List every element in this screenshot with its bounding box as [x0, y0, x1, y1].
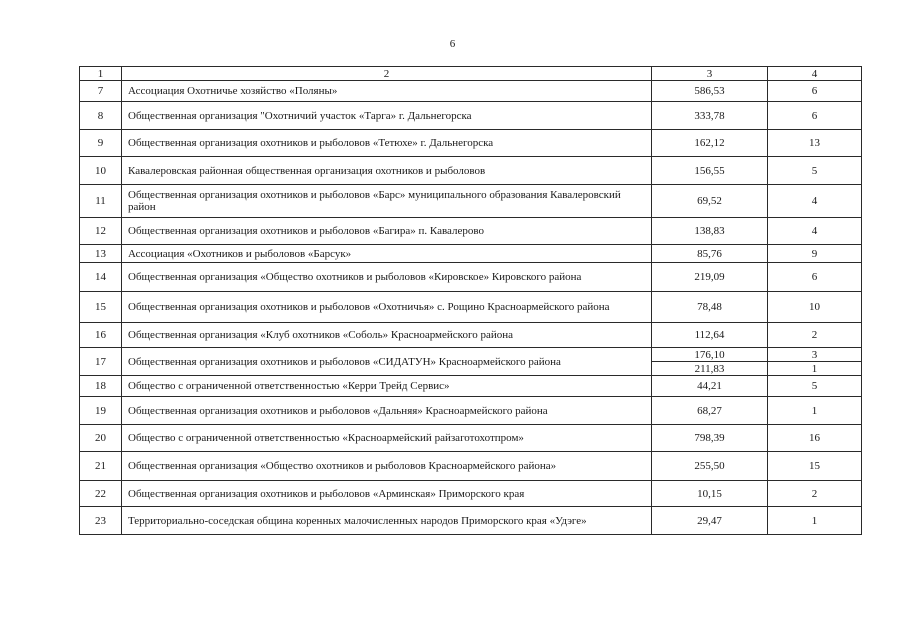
table-row — [80, 185, 862, 218]
count-value-cell: 4 — [768, 218, 862, 245]
count-value-cell: 5 — [768, 376, 862, 397]
area-value-cell: 29,47 — [652, 507, 768, 535]
count-value-cell: 6 — [768, 81, 862, 102]
organization-name-cell: Общественная организация «Общество охотников и рыболовов «Кировское» Кировского района — [122, 263, 652, 292]
table-row — [80, 218, 862, 245]
column-header-3: 3 — [652, 67, 768, 81]
area-value-cell: 69,52 — [652, 185, 768, 218]
row-number-cell: 23 — [80, 507, 122, 535]
area-value-cell: 333,78 — [652, 102, 768, 130]
count-value-cell: 5 — [768, 157, 862, 185]
row-number-cell: 16 — [80, 323, 122, 348]
table-row — [80, 263, 862, 292]
area-value-cell: 176,10 — [652, 348, 768, 362]
table-row — [80, 245, 862, 263]
table-row — [80, 292, 862, 323]
row-number-cell: 20 — [80, 425, 122, 452]
count-value-cell: 1 — [768, 397, 862, 425]
table-row — [80, 323, 862, 348]
area-value-cell: 798,39 — [652, 425, 768, 452]
row-number-cell: 15 — [80, 292, 122, 323]
count-value-cell: 9 — [768, 245, 862, 263]
count-value-cell: 1 — [768, 507, 862, 535]
count-value-cell: 13 — [768, 130, 862, 157]
area-value-cell: 112,64 — [652, 323, 768, 348]
area-value-cell: 10,15 — [652, 481, 768, 507]
organization-name-cell: Общественная организация охотников и рыболовов «Тетюхе» г. Дальнегорска — [122, 130, 652, 157]
row-number-cell: 11 — [80, 185, 122, 218]
area-value-cell: 138,83 — [652, 218, 768, 245]
table-row — [80, 348, 862, 362]
organization-name-cell: Общественная организация «Общество охотников и рыболовов Красноармейского района» — [122, 452, 652, 481]
organization-name-cell: Общественная организация охотников и рыболовов «Охотничья» с. Рощино Красноармейского района — [122, 292, 652, 323]
count-value-cell: 3 — [768, 348, 862, 362]
area-value-cell: 255,50 — [652, 452, 768, 481]
organization-name-cell: Общественная организация "Охотничий участок «Тарга» г. Дальнегорска — [122, 102, 652, 130]
organization-name-cell: Общественная организация «Клуб охотников «Соболь» Красноармейского района — [122, 323, 652, 348]
row-number-cell: 9 — [80, 130, 122, 157]
organization-name-cell: Общественная организация охотников и рыболовов «СИДАТУН» Красноармейского района — [122, 348, 652, 376]
row-number-cell: 10 — [80, 157, 122, 185]
table-row — [80, 481, 862, 507]
count-value-cell: 10 — [768, 292, 862, 323]
count-value-cell: 2 — [768, 323, 862, 348]
table-row — [80, 452, 862, 481]
organization-name-cell: Общественная организация охотников и рыболовов «Барс» муниципального образования Кавалеровский район — [122, 185, 652, 218]
count-value-cell: 15 — [768, 452, 862, 481]
count-value-cell: 4 — [768, 185, 862, 218]
column-header-4: 4 — [768, 67, 862, 81]
organization-name-cell: Общественная организация охотников и рыболовов «Багира» п. Кавалерово — [122, 218, 652, 245]
area-value-cell: 219,09 — [652, 263, 768, 292]
count-value-cell: 6 — [768, 102, 862, 130]
area-value-cell: 162,12 — [652, 130, 768, 157]
row-number-cell: 12 — [80, 218, 122, 245]
table-row — [80, 507, 862, 535]
row-number-cell: 14 — [80, 263, 122, 292]
row-number-cell: 8 — [80, 102, 122, 130]
column-header-2: 2 — [122, 67, 652, 81]
organization-name-cell: Общество с ограниченной ответственностью «Красноармейский райзаготохотпром» — [122, 425, 652, 452]
row-number-cell: 19 — [80, 397, 122, 425]
hunting-grounds-table — [79, 66, 862, 535]
row-number-cell: 18 — [80, 376, 122, 397]
table-row — [80, 425, 862, 452]
row-number-cell: 13 — [80, 245, 122, 263]
row-number-cell: 17 — [80, 348, 122, 376]
table-row — [80, 81, 862, 102]
count-value-cell: 16 — [768, 425, 862, 452]
area-value-cell: 44,21 — [652, 376, 768, 397]
area-value-cell: 85,76 — [652, 245, 768, 263]
organization-name-cell: Ассоциация Охотничье хозяйство «Поляны» — [122, 81, 652, 102]
row-number-cell: 21 — [80, 452, 122, 481]
organization-name-cell: Ассоциация «Охотников и рыболовов «Барсук» — [122, 245, 652, 263]
row-number-cell: 22 — [80, 481, 122, 507]
organization-name-cell: Общественная организация охотников и рыболовов «Арминская» Приморского края — [122, 481, 652, 507]
count-value-cell: 2 — [768, 481, 862, 507]
column-header-1: 1 — [80, 67, 122, 81]
table-row — [80, 376, 862, 397]
area-value-cell: 211,83 — [652, 362, 768, 376]
row-number-cell: 7 — [80, 81, 122, 102]
area-value-cell: 78,48 — [652, 292, 768, 323]
organization-name-cell: Кавалеровская районная общественная организация охотников и рыболовов — [122, 157, 652, 185]
page-number: 6 — [449, 38, 456, 50]
organization-name-cell: Общество с ограниченной ответственностью «Керри Трейд Сервис» — [122, 376, 652, 397]
table-row — [80, 102, 862, 130]
count-value-cell: 6 — [768, 263, 862, 292]
organization-name-cell: Общественная организация охотников и рыболовов «Дальняя» Красноармейского района — [122, 397, 652, 425]
area-value-cell: 586,53 — [652, 81, 768, 102]
area-value-cell: 68,27 — [652, 397, 768, 425]
table-row — [80, 130, 862, 157]
table-row — [80, 157, 862, 185]
area-value-cell: 156,55 — [652, 157, 768, 185]
table-row — [80, 397, 862, 425]
table-header-row — [80, 67, 862, 81]
count-value-cell: 1 — [768, 362, 862, 376]
organization-name-cell: Территориально-соседская община коренных малочисленных народов Приморского края «Удэге» — [122, 507, 652, 535]
